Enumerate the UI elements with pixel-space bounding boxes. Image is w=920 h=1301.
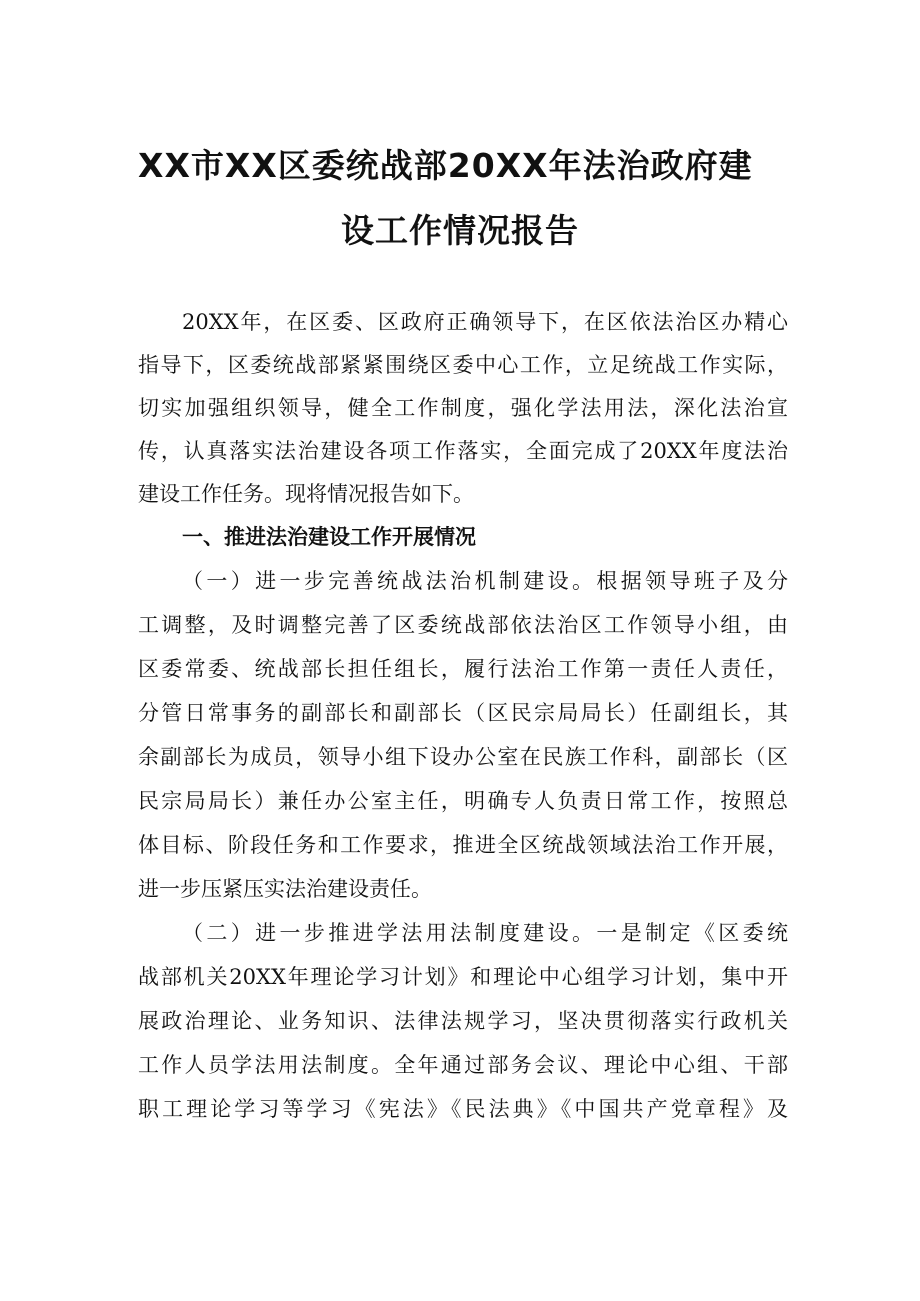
subsection-2-line-5: 职工理论学习等学习《宪法》《民法典》《中国共产党章程》及 [138,1097,788,1121]
document-title-line-2: 设工作情况报告 [341,211,579,250]
subsection-1-line-3: 区委常委、统战部长担任组长，履行法治工作第一责任人责任， [138,657,788,681]
intro-line-2: 指导下，区委统战部紧紧围绕区委中心工作，立足统战工作实际， [138,353,788,377]
subsection-1-line-1: （一）进一步完善统战法治机制建设。根据领导班子及分 [182,569,788,593]
subsection-2-line-1: （二）进一步推进学法用法制度建设。一是制定《区委统 [182,921,788,945]
subsection-2-line-4: 工作人员学法用法制度。全年通过部务会议、理论中心组、干部 [138,1053,788,1077]
intro-line-1: 20XX年，在区委、区政府正确领导下，在区依法治区办精心 [182,310,788,334]
subsection-1-line-4: 分管日常事务的副部长和副部长（区民宗局局长）任副组长，其 [138,701,788,725]
intro-line-3: 切实加强组织领导，健全工作制度，强化学法用法，深化法治宣 [138,396,788,420]
intro-line-5: 建设工作任务。现将情况报告如下。 [138,482,474,506]
section-heading-1: 一、推进法治建设工作开展情况 [182,525,476,549]
document-title-line-1: XX市XX区委统战部20XX年法治政府建 [138,146,753,185]
subsection-2-line-2: 战部机关20XX年理论学习计划》和理论中心组学习计划，集中开 [138,965,788,989]
subsection-1-line-7: 体目标、阶段任务和工作要求，推进全区统战领域法治工作开展， [138,833,788,857]
subsection-1-line-8: 进一步压紧压实法治建设责任。 [138,877,432,901]
intro-line-4: 传，认真落实法治建设各项工作落实，全面完成了20XX年度法治 [138,439,788,463]
subsection-2-line-3: 展政治理论、业务知识、法律法规学习，坚决贯彻落实行政机关 [138,1009,788,1033]
subsection-1-line-6: 民宗局局长）兼任办公室主任，明确专人负责日常工作，按照总 [138,789,788,813]
subsection-1-line-2: 工调整，及时调整完善了区委统战部依法治区工作领导小组，由 [138,613,788,637]
subsection-1-line-5: 余副部长为成员，领导小组下设办公室在民族工作科，副部长（区 [138,745,788,769]
